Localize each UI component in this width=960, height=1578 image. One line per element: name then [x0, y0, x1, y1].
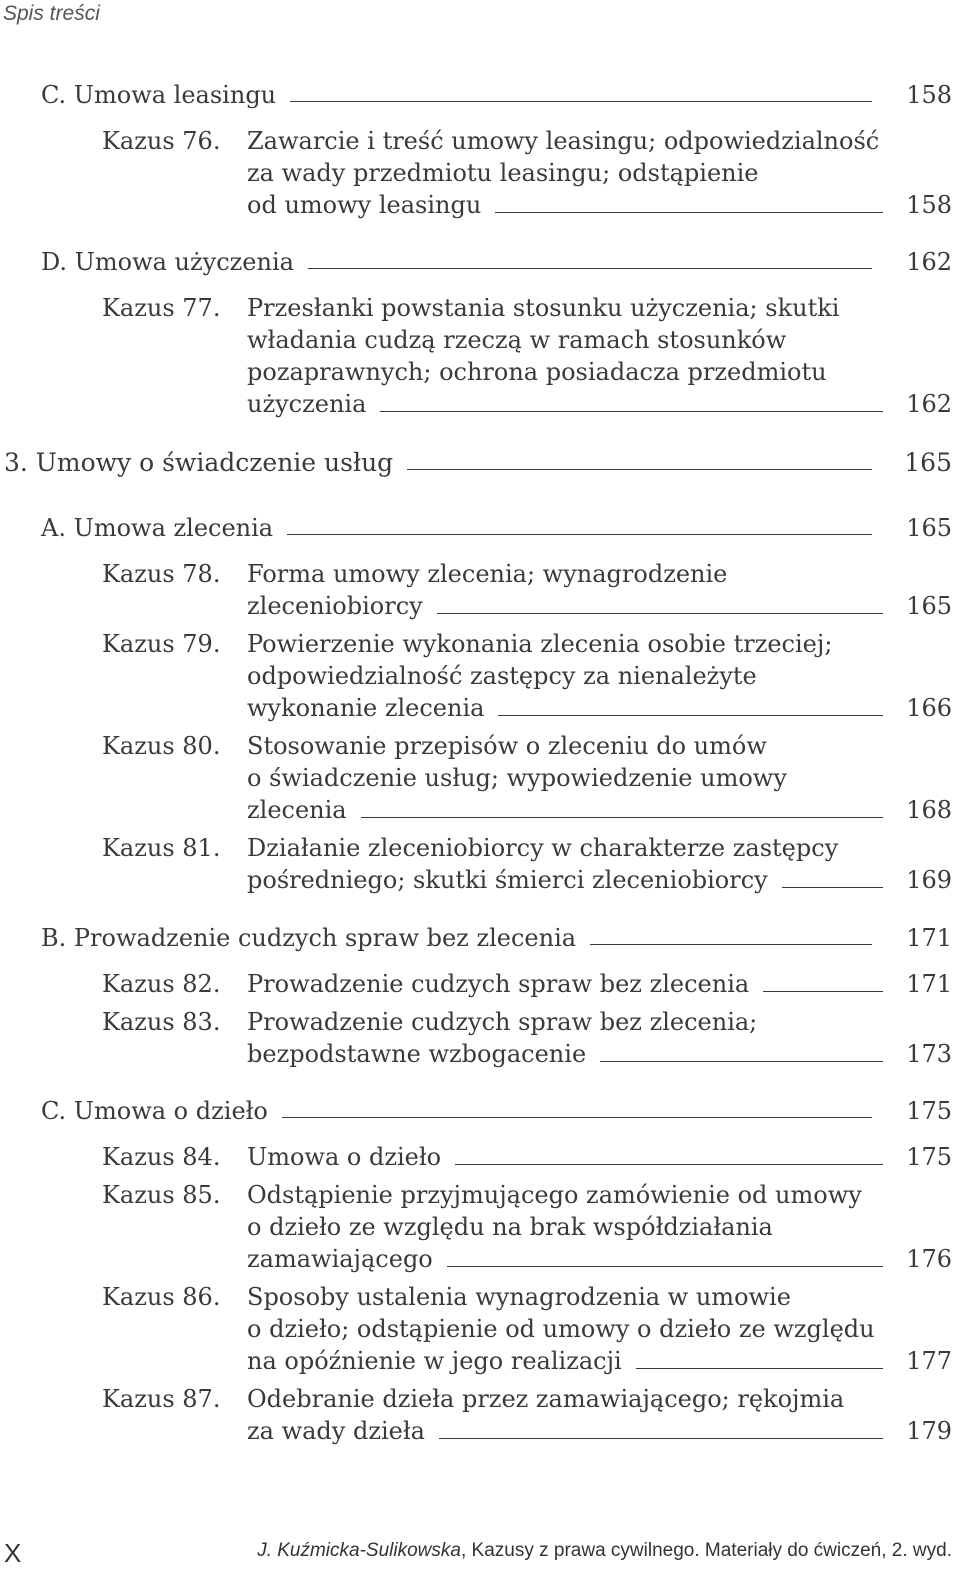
section-line — [41, 922, 876, 954]
toc-kazus-entry — [0, 292, 960, 420]
kazus-text-line — [247, 1141, 887, 1173]
leader-line — [636, 1346, 883, 1369]
kazus-label: Kazus 77. — [102, 294, 221, 322]
kazus-description — [247, 628, 887, 724]
kazus-description — [247, 125, 887, 221]
leader-line — [455, 1142, 883, 1165]
kazus-text-line — [247, 660, 887, 692]
kazus-description — [247, 558, 887, 622]
kazus-text: od umowy leasingu — [247, 191, 482, 219]
kazus-label: Kazus 76. — [102, 127, 221, 155]
kazus-text-line — [247, 1243, 887, 1275]
leader-line — [600, 1039, 883, 1062]
kazus-text: użyczenia — [247, 390, 367, 418]
kazus-text: zamawiającego — [247, 1245, 433, 1273]
kazus-text: Sposoby ustalenia wynagrodzenia w umowie — [247, 1283, 791, 1311]
leader-line — [439, 1416, 883, 1439]
kazus-label: Kazus 85. — [102, 1181, 221, 1209]
leader-line — [290, 79, 872, 102]
kazus-text: za wady przedmiotu leasingu; odstąpienie — [247, 159, 759, 187]
toc-kazus-entry — [0, 1141, 960, 1173]
page-number: 179 — [906, 1417, 952, 1445]
kazus-description — [247, 968, 887, 1000]
kazus-text-line — [247, 1281, 887, 1313]
kazus-description — [247, 1141, 887, 1173]
page-number: 165 — [904, 448, 952, 477]
page-number: 162 — [906, 248, 952, 276]
kazus-label: Kazus 83. — [102, 1008, 221, 1036]
page-number: 176 — [906, 1245, 952, 1273]
page-number: 166 — [906, 694, 952, 722]
kazus-text-line — [247, 292, 887, 324]
kazus-description — [247, 1383, 887, 1447]
leader-line — [361, 795, 883, 818]
page-number: 158 — [906, 81, 952, 109]
leader-line — [308, 246, 872, 269]
kazus-description — [247, 1179, 887, 1275]
page-number: 175 — [906, 1143, 952, 1171]
footer-title: , Kazusy z prawa cywilnego. Materiały do ćwiczeń, 2. wyd. — [460, 1540, 952, 1561]
kazus-text: wykonanie zlecenia — [247, 694, 485, 722]
kazus-label: Kazus 84. — [102, 1143, 221, 1171]
kazus-text: Zawarcie i treść umowy leasingu; odpowiedzialność — [247, 127, 880, 155]
toc-section-entry — [0, 1095, 960, 1127]
toc-kazus-entry — [0, 1179, 960, 1275]
kazus-text-line — [247, 1006, 887, 1038]
toc-kazus-entry — [0, 968, 960, 1000]
section-title: A. Umowa zlecenia — [41, 514, 274, 542]
page-number: 158 — [906, 191, 952, 219]
page-number: 165 — [906, 592, 952, 620]
section-title: 3. Umowy o świadczenie usług — [4, 448, 394, 477]
kazus-text-line — [247, 864, 887, 896]
kazus-text-line — [247, 730, 887, 762]
leader-line — [407, 447, 872, 470]
kazus-text-line — [247, 356, 887, 388]
leader-line — [590, 922, 872, 945]
kazus-text: pośredniego; skutki śmierci zleceniobiorcy — [247, 866, 768, 894]
kazus-text-line — [247, 189, 887, 221]
kazus-text-line — [247, 590, 887, 622]
kazus-text: Powierzenie wykonania zlecenia osobie trzeciej; — [247, 630, 833, 658]
kazus-label: Kazus 78. — [102, 560, 221, 588]
kazus-text: Forma umowy zlecenia; wynagrodzenie — [247, 560, 728, 588]
section-title: C. Umowa o dzieło — [41, 1097, 268, 1125]
leader-line — [447, 1244, 883, 1267]
kazus-text-line — [247, 1383, 887, 1415]
leader-line — [437, 591, 883, 614]
kazus-description — [247, 292, 887, 420]
kazus-text-line — [247, 1345, 887, 1377]
toc-kazus-entry — [0, 1006, 960, 1070]
toc-section-entry — [0, 79, 960, 111]
toc-kazus-entry — [0, 730, 960, 826]
section-line — [4, 447, 876, 479]
kazus-text: o świadczenie usług; wypowiedzenie umowy — [247, 764, 787, 792]
kazus-text-line — [247, 1415, 887, 1447]
kazus-text: Odebranie dzieła przez zamawiającego; rękojmia — [247, 1385, 845, 1413]
toc-section-entry — [0, 922, 960, 954]
kazus-label: Kazus 79. — [102, 630, 221, 658]
kazus-text: Prowadzenie cudzych spraw bez zlecenia — [247, 970, 750, 998]
toc-section-entry — [0, 512, 960, 544]
leader-line — [282, 1095, 872, 1118]
kazus-text: Prowadzenie cudzych spraw bez zlecenia; — [247, 1008, 758, 1036]
leader-line — [782, 865, 883, 888]
kazus-text: Umowa o dzieło — [247, 1143, 442, 1171]
toc-section-entry — [0, 447, 960, 479]
kazus-text-line — [247, 692, 887, 724]
kazus-text-line — [247, 558, 887, 590]
footer-citation — [257, 1540, 952, 1562]
section-line — [41, 79, 876, 111]
section-title: B. Prowadzenie cudzych spraw bez zlecenia — [41, 924, 577, 952]
section-title: D. Umowa użyczenia — [41, 248, 294, 276]
kazus-text: na opóźnienie w jego realizacji — [247, 1347, 622, 1375]
kazus-text-line — [247, 968, 887, 1000]
toc-kazus-entry — [0, 628, 960, 724]
toc-kazus-entry — [0, 1383, 960, 1447]
page-number: 169 — [906, 866, 952, 894]
page-number: 175 — [906, 1097, 952, 1125]
kazus-text: władania cudzą rzeczą w ramach stosunków — [247, 326, 787, 354]
kazus-text: Działanie zleceniobiorcy w charakterze zastępcy — [247, 834, 839, 862]
kazus-text-line — [247, 388, 887, 420]
kazus-text: Przesłanki powstania stosunku użyczenia; skutki — [247, 294, 840, 322]
kazus-text: zlecenia — [247, 796, 347, 824]
page-number: 171 — [906, 970, 952, 998]
kazus-text-line — [247, 157, 887, 189]
footer-page-marker: X — [4, 1538, 22, 1568]
kazus-text: bezpodstawne wzbogacenie — [247, 1040, 587, 1068]
kazus-text-line — [247, 1038, 887, 1070]
page-number: 177 — [906, 1347, 952, 1375]
kazus-label: Kazus 80. — [102, 732, 221, 760]
toc-kazus-entry — [0, 832, 960, 896]
kazus-description — [247, 832, 887, 896]
kazus-text: o dzieło ze względu na brak współdziałania — [247, 1213, 773, 1241]
toc-section-entry — [0, 246, 960, 278]
kazus-text-line — [247, 628, 887, 660]
section-line — [41, 1095, 876, 1127]
leader-line — [495, 190, 883, 213]
kazus-text: o dzieło; odstąpienie od umowy o dzieło ze względu — [247, 1315, 875, 1343]
leader-line — [380, 389, 883, 412]
toc-kazus-entry — [0, 125, 960, 221]
page-number: 165 — [906, 514, 952, 542]
section-line — [41, 246, 876, 278]
kazus-description — [247, 1281, 887, 1377]
kazus-text-line — [247, 794, 887, 826]
toc-kazus-entry — [0, 558, 960, 622]
kazus-text-line — [247, 1313, 887, 1345]
kazus-description — [247, 730, 887, 826]
kazus-text: Odstąpienie przyjmującego zamówienie od umowy — [247, 1181, 862, 1209]
kazus-text-line — [247, 324, 887, 356]
leader-line — [287, 512, 872, 535]
leader-line — [498, 693, 883, 716]
kazus-label: Kazus 82. — [102, 970, 221, 998]
section-title: C. Umowa leasingu — [41, 81, 277, 109]
kazus-text: Stosowanie przepisów o zleceniu do umów — [247, 732, 767, 760]
kazus-label: Kazus 86. — [102, 1283, 221, 1311]
kazus-description — [247, 1006, 887, 1070]
kazus-text: za wady dzieła — [247, 1417, 425, 1445]
section-line — [41, 512, 876, 544]
kazus-text: pozaprawnych; ochrona posiadacza przedmiotu — [247, 358, 827, 386]
kazus-text-line — [247, 1179, 887, 1211]
toc-kazus-entry — [0, 1281, 960, 1377]
kazus-text: zleceniobiorcy — [247, 592, 423, 620]
page-number: 162 — [906, 390, 952, 418]
footer-author: J. Kuźmicka-Sulikowska — [257, 1540, 461, 1561]
kazus-text-line — [247, 125, 887, 157]
page-number: 171 — [906, 924, 952, 952]
kazus-text-line — [247, 832, 887, 864]
leader-line — [763, 969, 883, 992]
kazus-label: Kazus 87. — [102, 1385, 221, 1413]
page-number: 168 — [906, 796, 952, 824]
kazus-text-line — [247, 1211, 887, 1243]
running-head: Spis treści — [3, 2, 100, 25]
kazus-text: odpowiedzialność zastępcy za nienależyte — [247, 662, 757, 690]
page-number: 173 — [906, 1040, 952, 1068]
kazus-label: Kazus 81. — [102, 834, 221, 862]
kazus-text-line — [247, 762, 887, 794]
